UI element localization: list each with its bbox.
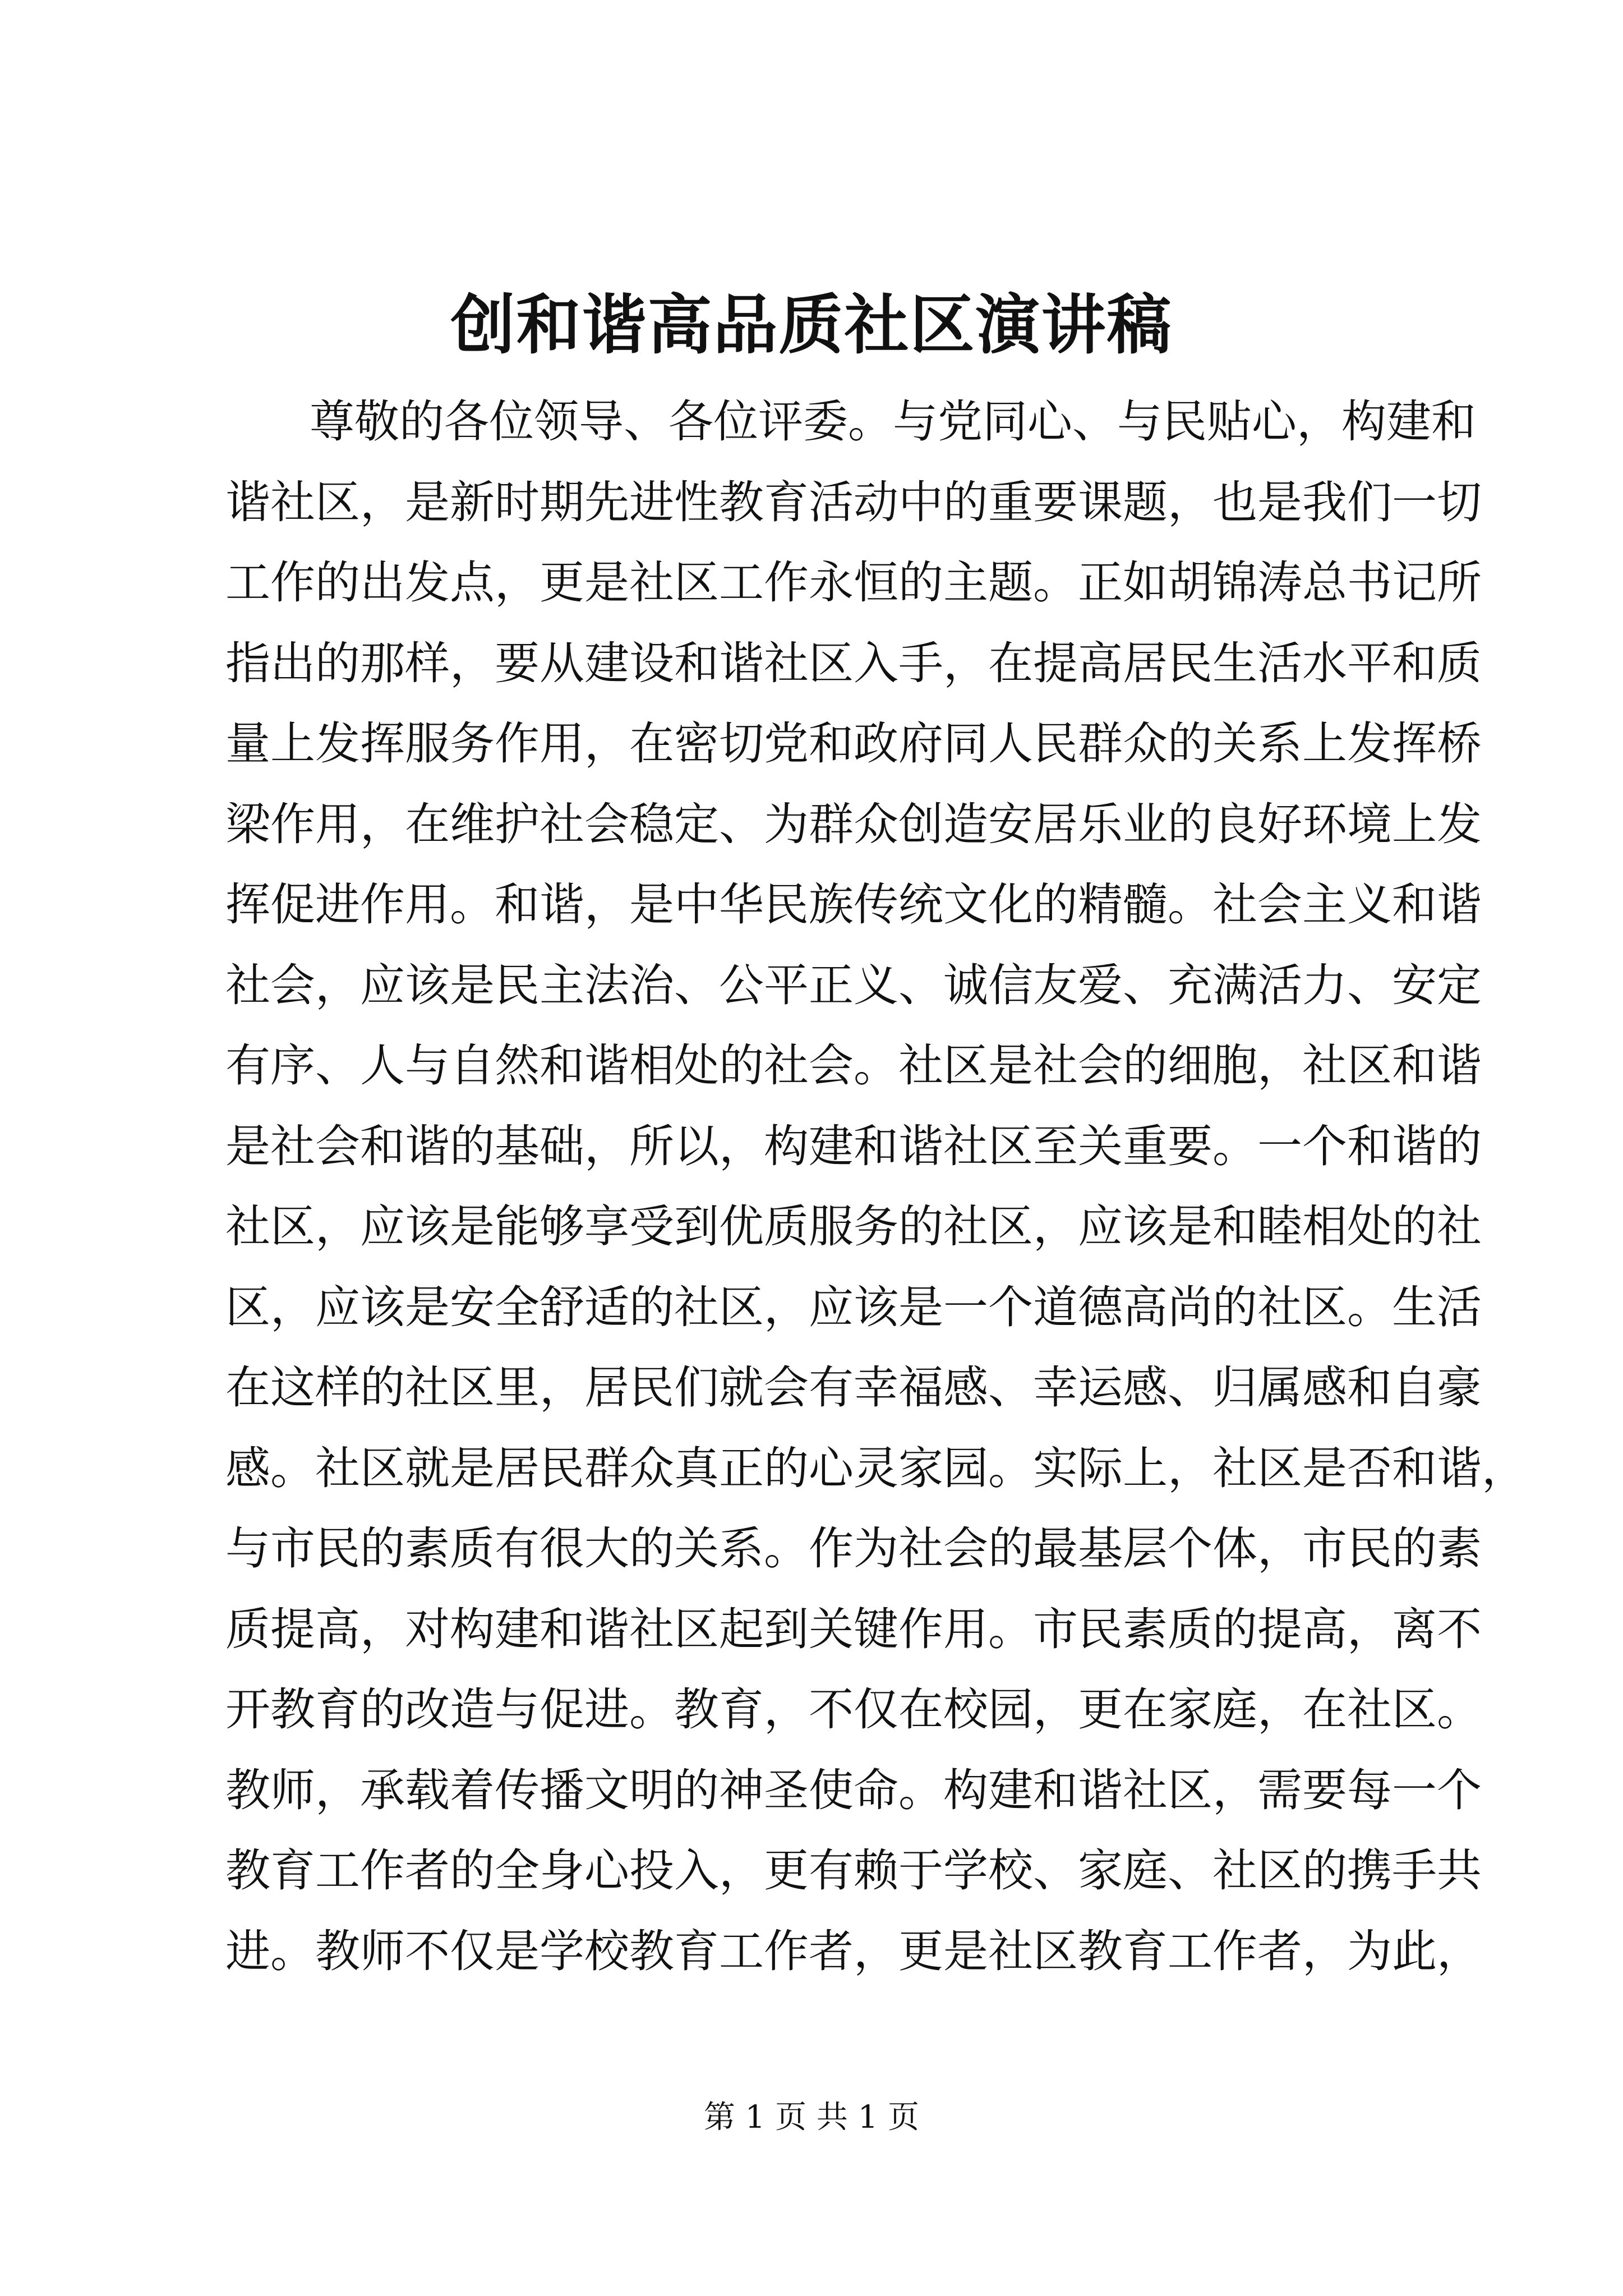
body-line: 谐社区，是新时期先进性教育活动中的重要课题，也是我们一切: [225, 476, 1482, 528]
document-title: 创和谐高品质社区演讲稿: [450, 287, 1173, 363]
body-line: 质提高，对构建和谐社区起到关键作用。市民素质的提高，离不: [225, 1603, 1482, 1655]
page-number-footer: 第 1 页 共 1 页: [703, 2099, 920, 2136]
body-line: 量上发挥服务作用，在密切党和政府同人民群众的关系上发挥桥: [225, 717, 1482, 770]
body-line: 在这样的社区里，居民们就会有幸福感、幸运感、归属感和自豪: [225, 1361, 1482, 1414]
body-line: 感。社区就是居民群众真正的心灵家园。实际上，社区是否和谐，: [225, 1442, 1527, 1494]
body-line: 指出的那样，要从建设和谐社区入手，在提高居民生活水平和质: [225, 637, 1482, 689]
body-line: 进。教师不仅是学校教育工作者，更是社区教育工作者，为此，: [225, 1925, 1482, 1977]
body-line: 区，应该是安全舒适的社区，应该是一个道德高尚的社区。生活: [225, 1281, 1482, 1333]
body-line: 挥促进作用。和谐，是中华民族传统文化的精髓。社会主义和谐: [225, 878, 1482, 931]
body-line: 是社会和谐的基础，所以，构建和谐社区至关重要。一个和谐的: [225, 1120, 1482, 1172]
document-body: [225, 381, 1527, 1991]
body-line: 工作的出发点，更是社区工作永恒的主题。正如胡锦涛总书记所: [225, 556, 1482, 609]
body-line: 教师，承载着传播文明的神圣使命。构建和谐社区，需要每一个: [225, 1764, 1482, 1816]
body-line: 梁作用，在维护社会稳定、为群众创造安居乐业的良好环境上发: [225, 798, 1482, 850]
body-line: 尊敬的各位领导、各位评委。与党同心、与民贴心，构建和: [310, 395, 1476, 448]
body-line: 有序、人与自然和谐相处的社会。社区是社会的细胞，社区和谐: [225, 1039, 1482, 1092]
body-line: 教育工作者的全身心投入，更有赖于学校、家庭、社区的携手共: [225, 1844, 1482, 1897]
body-line: 开教育的改造与促进。教育，不仅在校园，更在家庭，在社区。: [225, 1683, 1482, 1736]
body-line: 与市民的素质有很大的关系。作为社会的最基层个体，市民的素: [225, 1522, 1482, 1575]
body-line: 社会，应该是民主法治、公平正义、诚信友爱、充满活力、安定: [225, 959, 1482, 1011]
body-line: 社区，应该是能够享受到优质服务的社区，应该是和睦相处的社: [225, 1200, 1482, 1253]
